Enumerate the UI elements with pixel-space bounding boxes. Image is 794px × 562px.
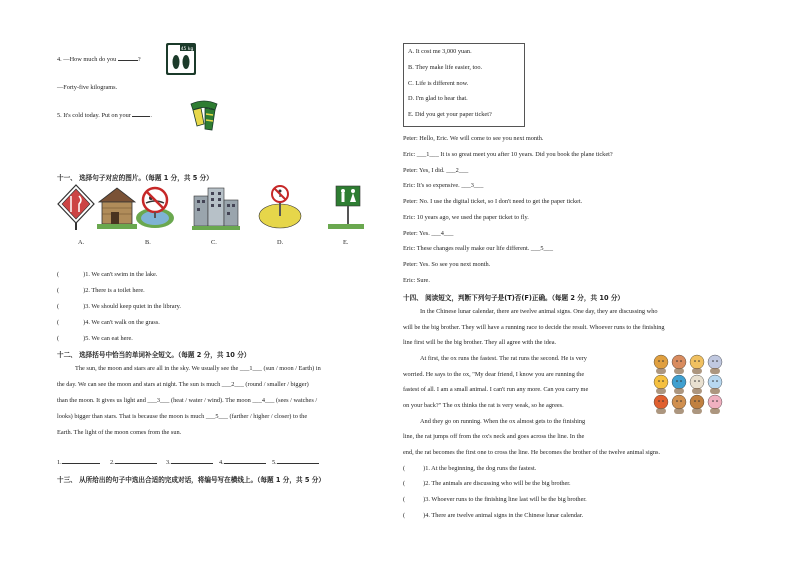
dialogue-line-6: Eric: 10 years ago, we used the paper ticket to fly. — [403, 214, 529, 221]
q4-tail: ? — [137, 56, 141, 63]
s14-item-3[interactable]: ( )3. Whoever runs to the finishing line last will be the big brother. — [403, 496, 587, 503]
s12-line-5: Earth. The light of the moon comes from the sun. — [57, 429, 182, 436]
restaurant-sign-icon — [57, 184, 95, 230]
dialogue-line-3: Peter: Yes, I did. ___2___ — [403, 167, 469, 174]
s11-item-5[interactable]: ( )5. We can eat here. — [57, 335, 133, 342]
dialogue-line-4: Eric: It's so expensive. ___3___ — [403, 182, 484, 189]
library-building-icon — [192, 184, 240, 230]
dialogue-line-5: Peter: No. I use the digital ticket, so I don't need to get the paper ticket. — [403, 198, 583, 205]
dialogue-line-8: Eric: These changes really make our life different. ___5___ — [403, 245, 553, 252]
option-a: A. It cost me 3,000 yuan. — [408, 48, 472, 55]
s14-item-4[interactable]: ( )4. There are twelve animal signs in the Chinese lunar calendar. — [403, 512, 584, 519]
q5-text: 5. It's cold today. Put on your — [57, 112, 131, 119]
section-14-title: 十四、 阅读短文，判断下列句子是(T)否(F)正确。（每题 2 分，共 10 分） — [403, 294, 625, 302]
q4-text: 4. —How much do you — [57, 56, 117, 63]
s11-item-3[interactable]: ( )3. We should keep quiet in the library. — [57, 303, 181, 310]
s12-line-3: than the moon. It gives us light and ___3___ (heat / water / wind). The moon ___4___ (sees / watches / — [57, 397, 318, 404]
dialogue-line-7: Peter: Yes. ___4___ — [403, 230, 454, 237]
s14-item-2[interactable]: ( )2. The animals are discussing who will be the big brother. — [403, 480, 571, 487]
scarf-icon — [188, 98, 220, 132]
scale-icon — [165, 42, 197, 76]
option-a-label: A. — [78, 239, 85, 246]
s11-item-4[interactable]: ( )4. We can't walk on the grass. — [57, 319, 160, 326]
s14-para-5: worried. He says to the ox, "My dear friend, I know you are running the — [403, 371, 585, 378]
s14-para-10: end, the rat becomes the first one to cross the line. He becomes the brother of the twelve animal signs. — [403, 449, 661, 456]
toilet-building-icon — [97, 184, 137, 230]
s14-para-1: In the Chinese lunar calendar, there are twelve animal signs. One day, they are discussing who — [420, 308, 658, 315]
s12-answer-3[interactable]: 3. — [166, 459, 213, 467]
dialogue-line-10: Eric: Sure. — [403, 277, 430, 284]
s11-item-2[interactable]: ( )2. There is a toilet here. — [57, 287, 145, 294]
option-b-label: B. — [145, 239, 151, 246]
option-e-label: E. — [343, 239, 349, 246]
section-13-title: 十三、 从所给出的句子中选出合适的完成对话，将编号写在横线上。（每题 1 分，共 5 分） — [57, 476, 325, 484]
dialogue-line-1: Peter: Hello, Eric. We will come to see you next month. — [403, 135, 544, 142]
no-swimming-lake-icon — [135, 184, 175, 230]
s12-line-4: looks) bigger than stars. That is because the moon is much ___5___ (farther / higher / closer) to the — [57, 413, 308, 420]
s14-para-2: will be the big brother. They will have a running race to decide the result. Whoever runs to the finishing — [403, 324, 665, 331]
option-d-label: D. — [277, 239, 284, 246]
s14-para-7: on your back?" The ox thinks the rat is very weak, so he agrees. — [403, 402, 564, 409]
s12-answer-1[interactable]: 1. — [57, 459, 100, 467]
option-c: C. Life is different now. — [408, 80, 469, 87]
option-c-label: C. — [211, 239, 217, 246]
toilet-sign-icon — [326, 184, 366, 230]
q5-line — [57, 112, 152, 120]
s14-para-4: At first, the ox runs the fastest. The rat runs the second. He is very — [420, 355, 587, 362]
dialogue-line-9: Peter: Yes. So see you next month. — [403, 261, 491, 268]
option-b: B. They make life easier, too. — [408, 64, 483, 71]
dialogue-line-2: Eric: ___1___ It is so great meet you after 10 years. Did you book the plane ticket? — [403, 151, 613, 158]
s14-para-9: line, the rat jumps off from the ox's neck and goes across the line. In the — [403, 433, 585, 440]
s14-item-1[interactable]: ( )1. At the beginning, the dog runs the fastest. — [403, 465, 537, 472]
scale-readout: 45 kg — [180, 47, 194, 52]
section-11-title: 十一、 选择句子对应的图片。（每题 1 分，共 5 分） — [57, 174, 213, 182]
q4-line — [57, 56, 141, 64]
s11-item-1[interactable]: ( )1. We can't swim in the lake. — [57, 271, 158, 278]
q5-tail: . — [150, 112, 152, 119]
s12-answer-2[interactable]: 2. — [110, 459, 157, 467]
option-e: E. Did you get your paper ticket? — [408, 111, 492, 118]
s12-answer-4[interactable]: 4. — [219, 459, 266, 467]
s12-line-2: the day. We can see the moon and stars at night. The sun is much ___2___ (round / smaller / bigger) — [57, 381, 309, 388]
section-12-title: 十二、 选择括号中恰当的单词补全短文。（每题 2 分，共 10 分） — [57, 351, 251, 359]
q4-answer: —Forty-five kilograms. — [57, 84, 118, 91]
s14-para-8: And they go on running. When the ox almost gets to the finishing — [420, 418, 586, 425]
q5-blank[interactable] — [132, 116, 150, 117]
s12-answer-5[interactable]: 5. — [272, 459, 319, 467]
no-walking-grass-icon — [258, 184, 302, 230]
q4-blank[interactable] — [118, 60, 138, 61]
option-d: D. I'm glad to hear that. — [408, 95, 468, 102]
s14-para-6: fastest of all. I am a small animal. I can't run any more. Can you carry me — [403, 386, 589, 393]
zodiac-animals-illustration — [651, 352, 727, 430]
s12-line-1: The sun, the moon and stars are all in the sky. We usually see the ___1___ (sun / moon / Earth) in — [75, 365, 321, 372]
s14-para-3: line first will be the big brother. They all agree with the idea. — [403, 339, 557, 346]
